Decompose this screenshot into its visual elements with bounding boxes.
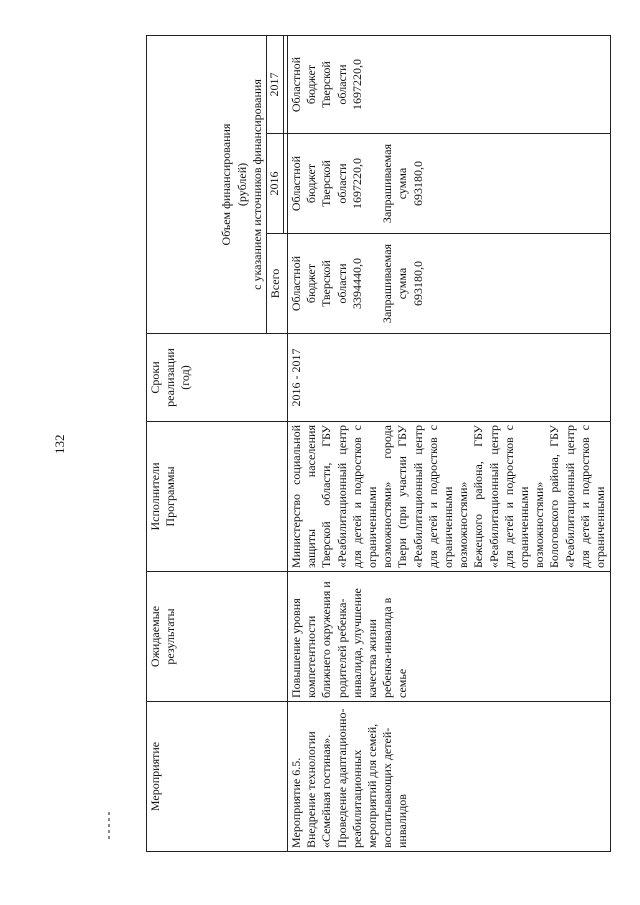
- cell-terms: 2016 - 2017: [288, 334, 611, 422]
- cell-total: Областной бюджет Тверской области 3394440,0 Запрашиваемая сумма 693180,0: [288, 234, 611, 334]
- cell-2017: Областной бюджет Тверской области 1697220,0: [288, 36, 611, 134]
- table-row: [288, 36, 611, 852]
- header-total: Всего: [267, 234, 288, 334]
- cell-2016: Областной бюджет Тверской области 1697220,0 Запрашиваемая сумма 693180,0: [288, 134, 611, 234]
- header-results: Ожидаемые результаты: [147, 572, 288, 702]
- funding-table: [146, 35, 611, 852]
- header-year-2017: 2017: [267, 36, 284, 134]
- cell-executors: Министерство социальной защиты населения Тверской области, ГБУ «Реабилитационный центр для детей и подростков с ограниченными возможностями» города Твери (при участии ГБУ «Реабилитационный центр для детей и подростков с ограниченными возможностями» Бежецкого района, ГБУ «Реабилитационный центр для детей и подростков с ограниченными возможностями» Бологовского района, ГБУ «Реабилитационный центр для детей и подростков с ограниченными: [288, 422, 611, 572]
- cell-measure: Мероприятие 6.5. Внедрение технологии «Семейная гостиная». Проведение адаптационно-реабилитационных мероприятий для семей, воспитывающих детей-инвалидов: [288, 702, 611, 852]
- scan-artifact: [108, 812, 110, 842]
- header-year-2016: 2016: [267, 134, 284, 234]
- header-measure: Мероприятие: [147, 702, 288, 852]
- cell-results: Повышение уровня компетентности ближнего окружения и родителей ребенка-инвалида, улучшение качества жизни ребенка-инвалида в семье: [288, 572, 611, 702]
- header-funding: Объем финансирования (рублей) с указанием источников финансирования: [147, 36, 267, 334]
- header-terms: Сроки реализации (год): [147, 334, 288, 422]
- page-number: 132: [52, 434, 67, 454]
- rotated-table-container: [146, 36, 620, 852]
- header-executors: Исполнители Программы: [147, 422, 288, 572]
